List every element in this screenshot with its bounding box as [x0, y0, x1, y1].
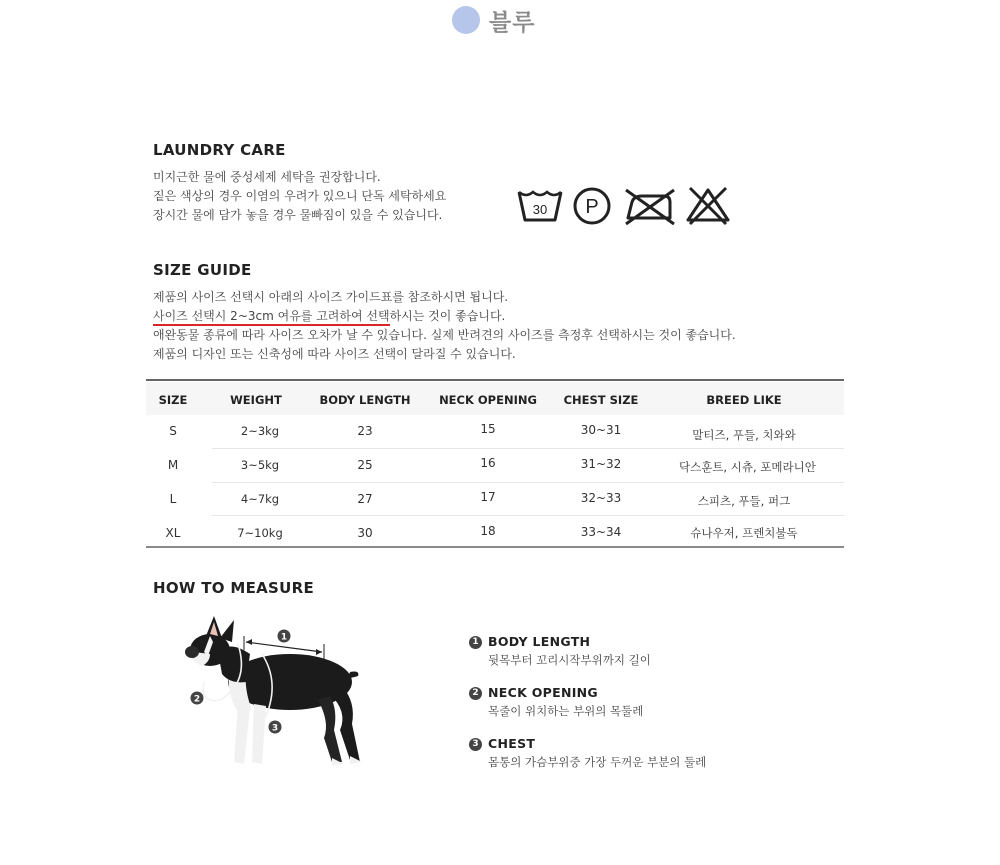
how-to-measure-title: HOW TO MEASURE [153, 579, 315, 597]
cell-neck-opening: 16 [480, 456, 496, 470]
dog-badge-1: 1 [280, 632, 288, 643]
cell-size: XL [165, 526, 181, 540]
cell-chest-size: 32~33 [580, 491, 622, 505]
cell-chest-size: 31~32 [580, 457, 622, 471]
laundry-line-3: 장시간 물에 담가 놓을 경우 물빠짐이 있을 수 있습니다. [153, 208, 443, 222]
cell-breed-like: 스피츠, 푸들, 퍼그 [697, 494, 791, 508]
measure-badge-3: 3 [469, 738, 482, 751]
dry-clean-p-icon [572, 186, 612, 226]
size-guide-line-2-rest: 하시는 것이 좋습니다. [389, 309, 506, 323]
no-iron-icon [624, 186, 676, 226]
dog-badge-2: 2 [193, 694, 201, 705]
size-guide-title: SIZE GUIDE [153, 261, 252, 279]
cell-neck-opening: 17 [480, 490, 496, 504]
size-guide-line-3: 애완동물 종류에 따라 사이즈 오차가 날 수 있습니다. 실제 반려견의 사이즈를 측정후 선택하시는 것이 좋습니다. [153, 328, 736, 342]
cell-weight: 3~5kg [240, 458, 280, 472]
measure-title-neck-opening: NECK OPENING [488, 685, 598, 700]
measure-title-chest: CHEST [488, 736, 536, 751]
size-guide-highlight: 사이즈 선택시 2~3cm 여유를 고려하여 선택 [153, 309, 390, 326]
color-option-label: 블루 [489, 10, 536, 36]
table-bottom-rule [146, 546, 844, 548]
header-chest-size: CHEST SIZE [563, 393, 639, 407]
cell-breed-like: 말티즈, 푸들, 치와와 [692, 428, 796, 442]
cell-breed-like: 닥스훈트, 시츄, 포메라니안 [679, 460, 816, 474]
cell-chest-size: 33~34 [580, 525, 622, 539]
measure-desc-chest: 몸통의 가슴부위중 가장 두꺼운 부분의 둘레 [488, 755, 707, 769]
cell-neck-opening: 15 [480, 422, 496, 436]
cell-body-length: 25 [357, 458, 373, 472]
table-row [146, 415, 844, 448]
laundry-line-2: 짙은 색상의 경우 이염의 우려가 있으니 단독 세탁하세요 [153, 189, 447, 203]
header-size: SIZE [158, 393, 188, 407]
wash-30-icon [516, 186, 564, 226]
measure-badge-1: 1 [469, 636, 482, 649]
size-guide-line-2 [153, 307, 505, 324]
measure-desc-neck-opening: 목줄이 위치하는 부위의 목둘레 [488, 704, 644, 718]
laundry-care-title: LAUNDRY CARE [153, 141, 286, 159]
cell-body-length: 23 [357, 424, 373, 438]
dog-badge-3: 3 [271, 723, 279, 734]
cell-chest-size: 30~31 [580, 423, 622, 437]
measure-title-body-length: BODY LENGTH [488, 634, 591, 649]
size-table-header [146, 382, 844, 415]
cell-size: L [169, 492, 177, 506]
header-body-length: BODY LENGTH [319, 393, 411, 407]
wash-temp-label: 30 [532, 202, 548, 217]
cell-size: S [169, 424, 177, 438]
cell-body-length: 30 [357, 526, 373, 540]
measure-badge-2: 2 [469, 687, 482, 700]
dog-measure-illustration [180, 612, 380, 772]
dry-clean-letter: P [585, 196, 599, 218]
size-guide-line-1: 제품의 사이즈 선택시 아래의 사이즈 가이드표를 참조하시면 됩니다. [153, 290, 509, 304]
cell-weight: 7~10kg [237, 526, 283, 540]
no-bleach-icon [684, 186, 732, 226]
cell-weight: 2~3kg [240, 424, 280, 438]
header-breed-like: BREED LIKE [706, 393, 782, 407]
table-row [146, 449, 844, 482]
laundry-line-1: 미지근한 물에 중성세제 세탁을 권장합니다. [153, 170, 381, 184]
size-table-body [146, 415, 844, 547]
header-weight: WEIGHT [230, 393, 282, 407]
size-guide-line-4: 제품의 디자인 또는 신축성에 따라 사이즈 선택이 달라질 수 있습니다. [153, 347, 516, 361]
table-row [146, 516, 844, 547]
measure-desc-body-length: 뒷목부터 꼬리시작부위까지 길이 [488, 653, 651, 667]
cell-neck-opening: 18 [480, 524, 496, 538]
table-row [146, 483, 844, 516]
cell-weight: 4~7kg [240, 492, 280, 506]
cell-size: M [167, 458, 179, 472]
header-neck-opening: NECK OPENING [439, 393, 537, 407]
color-swatch[interactable] [452, 6, 480, 34]
cell-body-length: 27 [357, 492, 373, 506]
table-top-rule [146, 379, 844, 381]
cell-breed-like: 슈나우저, 프렌치불독 [690, 526, 798, 540]
